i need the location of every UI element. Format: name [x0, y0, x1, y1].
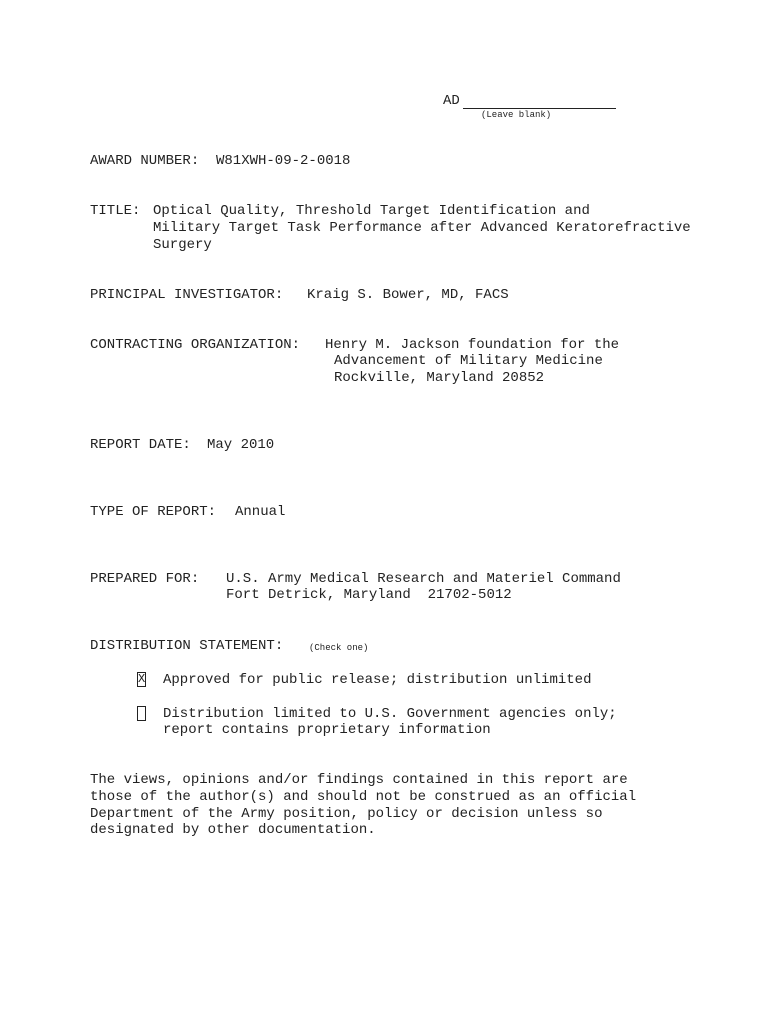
ad-blank-line: [463, 108, 616, 109]
distribution-label: DISTRIBUTION STATEMENT:: [90, 638, 284, 654]
contracting-line: Rockville, Maryland 20852: [334, 370, 545, 386]
title-label: TITLE:: [90, 203, 141, 219]
option-public-release-text: Approved for public release; distribution unlimited: [163, 672, 592, 688]
report-date-value: May 2010: [207, 437, 275, 453]
ad-note: (Leave blank): [481, 110, 552, 120]
title-line: Optical Quality, Threshold Target Identification and: [153, 203, 590, 219]
checkbox-public-release[interactable]: X: [138, 672, 146, 686]
prepared-for-label: PREPARED FOR:: [90, 571, 200, 587]
distribution-note: (Check one): [309, 643, 369, 653]
option-limited-text: Distribution limited to U.S. Government agencies only;: [163, 706, 617, 722]
contracting-line: Advancement of Military Medicine: [334, 353, 603, 369]
report-type-value: Annual: [235, 504, 286, 520]
contracting-line: Henry M. Jackson foundation for the: [325, 337, 620, 353]
disclaimer-line: Department of the Army position, policy or decision unless so: [90, 806, 603, 822]
award-number-value: W81XWH-09-2-0018: [216, 153, 351, 169]
ad-label: AD: [443, 93, 460, 109]
title-line: Military Target Task Performance after Advanced Keratorefractive: [153, 220, 691, 236]
disclaimer-line: The views, opinions and/or findings contained in this report are: [90, 772, 628, 788]
prepared-for-line: U.S. Army Medical Research and Materiel Command: [226, 571, 621, 587]
title-line: Surgery: [153, 237, 212, 253]
report-date-label: REPORT DATE:: [90, 437, 191, 453]
award-number-label: AWARD NUMBER:: [90, 153, 200, 169]
prepared-for-line: Fort Detrick, Maryland 21702-5012: [226, 587, 512, 603]
pi-label: PRINCIPAL INVESTIGATOR:: [90, 287, 284, 303]
contracting-label: CONTRACTING ORGANIZATION:: [90, 337, 301, 353]
checkbox-limited-distribution[interactable]: [137, 706, 146, 721]
report-type-label: TYPE OF REPORT:: [90, 504, 217, 520]
disclaimer-line: designated by other documentation.: [90, 822, 376, 838]
pi-value: Kraig S. Bower, MD, FACS: [307, 287, 509, 303]
option-limited-text: report contains proprietary information: [163, 722, 491, 738]
disclaimer-line: those of the author(s) and should not be construed as an official: [90, 789, 637, 805]
